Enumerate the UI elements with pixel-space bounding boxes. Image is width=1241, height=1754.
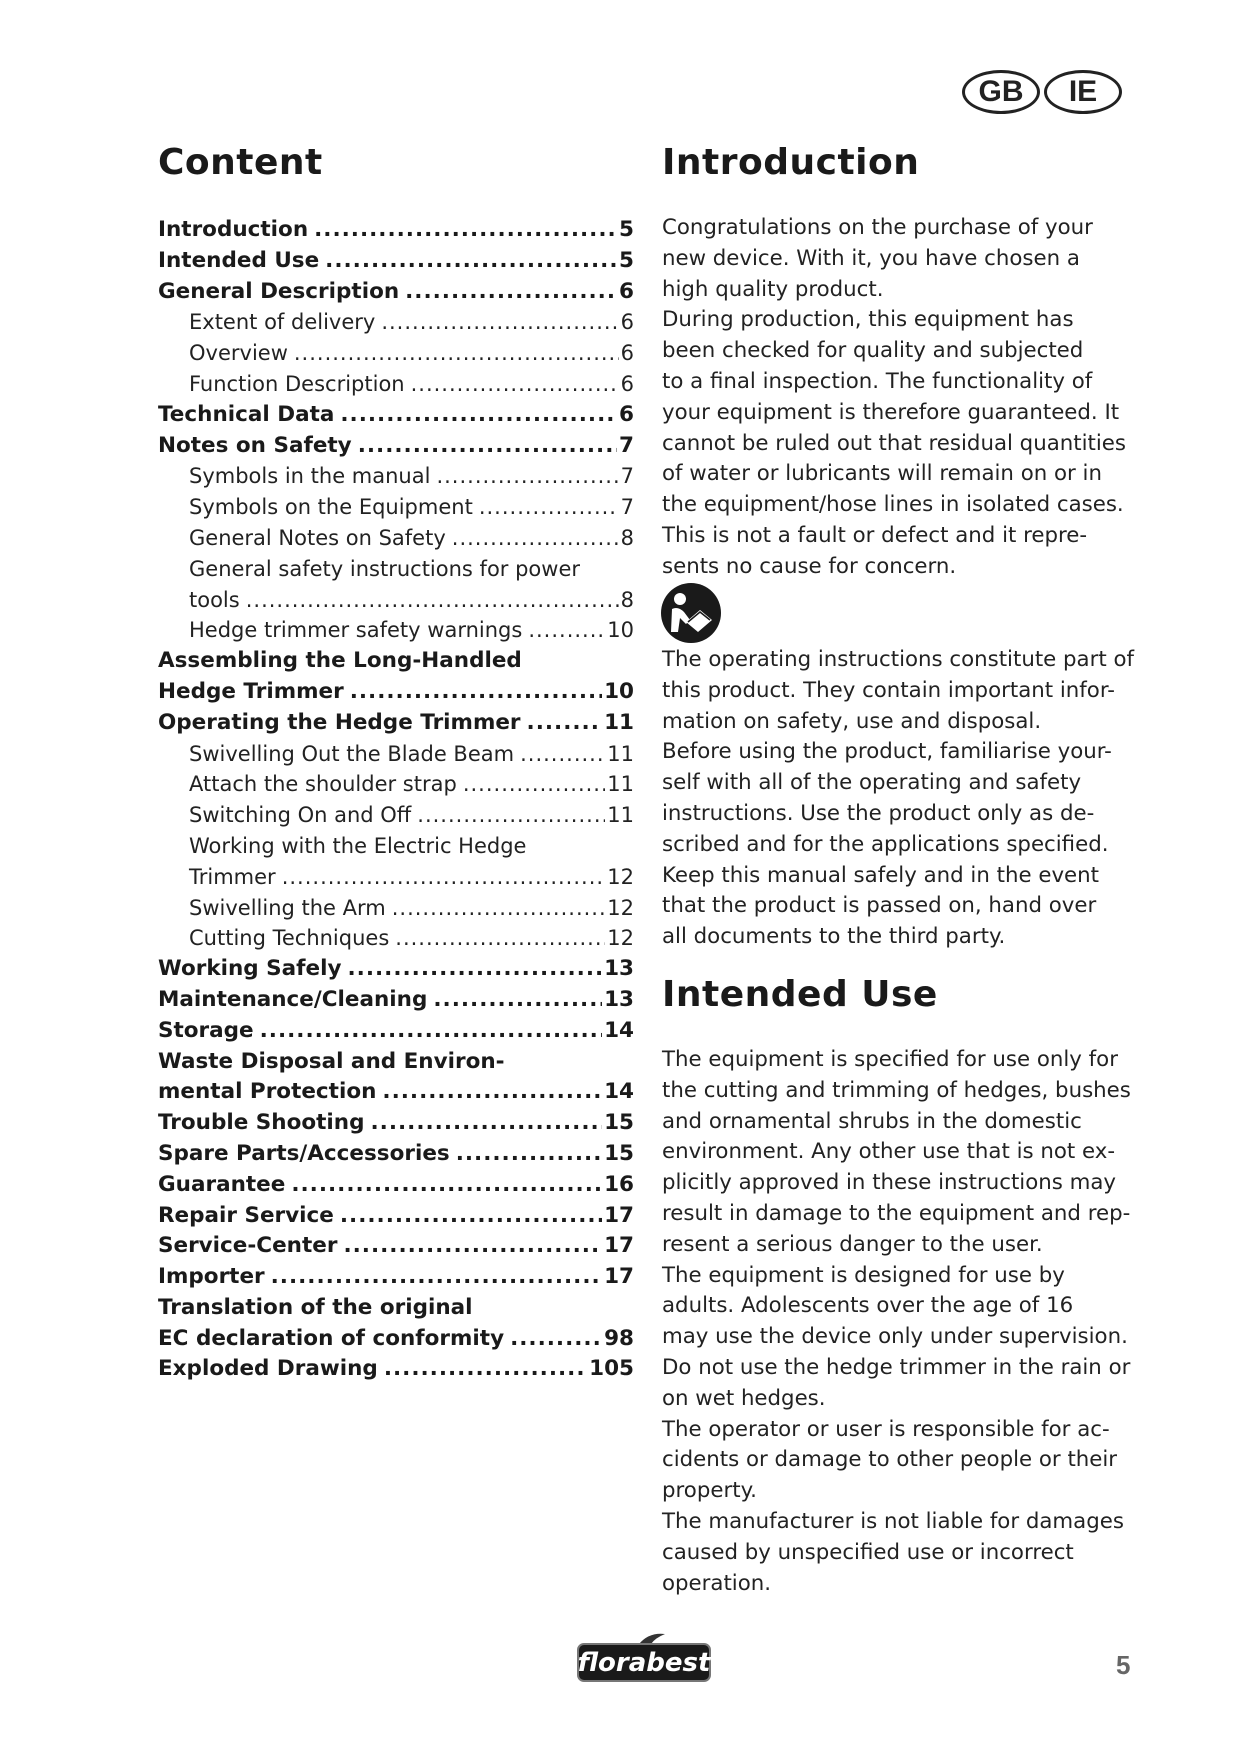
text-line: The equipment is designed for use by <box>662 1262 1065 1288</box>
toc-entry-label: General Notes on Safety <box>189 525 446 550</box>
toc-entry[interactable] <box>158 677 634 708</box>
toc-entry-page: 13 <box>604 986 634 1012</box>
toc-entry-label: Importer <box>158 1264 265 1290</box>
text-line: adults. Adolescents over the age of 16 <box>662 1293 1074 1319</box>
text-line: new device. With it, you have chosen a <box>662 245 1080 271</box>
text-line: this product. They contain important infor- <box>662 677 1115 703</box>
toc-entry-page: 8 <box>620 587 634 612</box>
dot-leader <box>291 1170 602 1201</box>
dot-leader <box>511 1047 632 1078</box>
dot-leader <box>520 739 605 770</box>
dot-leader <box>260 1016 602 1047</box>
toc-entry[interactable] <box>158 1016 634 1047</box>
text-line: resent a serious danger to the user. <box>662 1231 1043 1257</box>
toc-entry-label: Guarantee <box>158 1171 286 1197</box>
toc-entry-label: Swivelling Out the Blade Beam <box>189 741 515 766</box>
toc-entry-label: Assembling the Long-Handled <box>158 648 522 674</box>
toc-entry-label: Exploded Drawing <box>158 1356 378 1382</box>
text-line: Congratulations on the purchase of your <box>662 215 1093 240</box>
toc-entry[interactable] <box>158 523 634 554</box>
toc-entry[interactable] <box>158 615 634 646</box>
dot-leader <box>340 1201 602 1232</box>
text-line: been checked for quality and subjected <box>662 338 1084 364</box>
toc-entry-page: 7 <box>620 464 634 489</box>
dot-leader <box>381 307 618 338</box>
toc-entry-label: Maintenance/Cleaning <box>158 986 428 1012</box>
toc-entry[interactable] <box>158 1139 634 1170</box>
toc-entry-page: 7 <box>619 432 634 458</box>
dot-leader <box>294 338 619 369</box>
toc-entry-page: 7 <box>620 495 634 520</box>
toc-entry-label: Translation of the original <box>158 1294 473 1320</box>
text-line: The operating instructions constitute part of <box>662 647 1135 672</box>
toc-entry-label: Cutting Techniques <box>189 926 390 951</box>
toc-entry-page <box>632 1047 634 1078</box>
text-line: During production, this equipment has <box>662 307 1074 333</box>
toc-entry[interactable] <box>158 246 634 277</box>
toc-entry-page: 6 <box>620 371 634 396</box>
dot-leader <box>382 1077 602 1108</box>
dot-leader <box>325 246 617 277</box>
toc-entry[interactable] <box>158 215 634 246</box>
toc-entry-label: Switching On and Off <box>189 803 412 828</box>
toc-entry-page: 10 <box>607 618 634 643</box>
toc-entry[interactable] <box>158 954 634 985</box>
dot-leader <box>528 646 632 677</box>
dot-leader <box>528 615 605 646</box>
text-line: property. <box>662 1478 757 1504</box>
introduction-paragraph-1 <box>662 213 1142 583</box>
toc-entry-label: Notes on Safety <box>158 432 352 458</box>
text-line: Keep this manual safely and in the event <box>662 862 1099 888</box>
text-line: This is not a fault or defect and it repre- <box>662 522 1088 548</box>
dot-leader <box>343 1231 602 1262</box>
dot-leader <box>479 1293 632 1324</box>
dot-leader <box>452 523 619 554</box>
toc-entry-label: Trouble Shooting <box>158 1110 365 1136</box>
dot-leader <box>433 985 602 1016</box>
text-line: instructions. Use the product only as de- <box>662 800 1095 826</box>
dot-leader <box>340 400 617 431</box>
toc-entry-label: Introduction <box>158 217 309 242</box>
toc-entry[interactable] <box>158 985 634 1016</box>
text-line: the equipment/hose lines in isolated cases. <box>662 492 1124 518</box>
dot-leader <box>532 831 632 862</box>
content-heading: Content <box>158 142 323 183</box>
toc-entry-label: Attach the shoulder strap <box>189 772 457 797</box>
toc-entry-label: Working with the Electric Hedge <box>189 833 527 858</box>
toc-entry-page: 5 <box>619 247 634 273</box>
dot-leader <box>371 1108 603 1139</box>
toc-entry[interactable] <box>158 369 634 400</box>
toc-entry-label: Hedge trimmer safety warnings <box>189 618 523 643</box>
toc-entry[interactable] <box>158 307 634 338</box>
toc-entry[interactable] <box>158 1170 634 1201</box>
text-line: The manufacturer is not liable for damages <box>662 1508 1124 1534</box>
toc-entry-label: Overview <box>189 341 288 366</box>
dot-leader <box>358 431 617 462</box>
toc-entry[interactable] <box>158 338 634 369</box>
toc-entry[interactable] <box>158 708 634 739</box>
toc-entry-label: Swivelling the Arm <box>189 895 386 920</box>
text-line: mation on safety, use and disposal. <box>662 708 1042 734</box>
dot-leader <box>392 893 606 924</box>
toc-entry-label: Spare Parts/Accessories <box>158 1140 450 1166</box>
text-line: and ornamental shrubs in the domestic <box>662 1108 1082 1134</box>
text-line: cannot be ruled out that residual quantities <box>662 430 1126 456</box>
toc-entry[interactable] <box>158 431 634 462</box>
toc-entry-page: 12 <box>607 864 634 889</box>
text-line: Do not use the hedge trimmer in the rain or <box>662 1354 1131 1380</box>
toc-entry[interactable] <box>158 1324 634 1355</box>
introduction-heading: Introduction <box>662 142 920 183</box>
toc-entry[interactable] <box>158 923 634 954</box>
toc-entry-label: Working Safely <box>158 956 342 982</box>
toc-entry-label: Service-Center <box>158 1233 338 1259</box>
page-number: 5 <box>1116 1650 1131 1680</box>
dot-leader <box>586 554 632 585</box>
toc-entry-label: Waste Disposal and Environ- <box>158 1048 505 1074</box>
toc-entry[interactable] <box>158 1293 634 1324</box>
toc-entry-page: 6 <box>619 278 634 304</box>
toc-entry-page: 13 <box>604 956 634 982</box>
toc-entry-page: 11 <box>607 772 634 797</box>
intended-use-paragraph <box>662 1045 1142 1599</box>
toc-entry-label: Extent of delivery <box>189 310 376 335</box>
toc-entry-page: 10 <box>604 678 634 704</box>
dot-leader <box>282 862 606 893</box>
text-line: that the product is passed on, hand over <box>662 893 1097 919</box>
dot-leader <box>417 800 605 831</box>
toc-entry-page <box>632 1293 634 1324</box>
toc-entry-label: Hedge Trimmer <box>158 678 344 704</box>
toc-entry-label: General Description <box>158 278 400 304</box>
toc-entry-page: 11 <box>607 741 634 766</box>
dot-leader <box>395 923 605 954</box>
text-line: caused by unspecified use or incorrect <box>662 1539 1074 1565</box>
toc-entry-page: 11 <box>607 803 634 828</box>
text-line: the cutting and trimming of hedges, bushes <box>662 1077 1131 1103</box>
toc-entry-label: General safety instructions for power <box>189 556 581 581</box>
florabest-logo <box>577 1632 711 1682</box>
text-line: of water or lubricants will remain on or in <box>662 461 1102 487</box>
toc-entry-page: 17 <box>604 1202 634 1228</box>
text-line: plicitly approved in these instructions may <box>662 1170 1117 1196</box>
dot-leader <box>463 769 605 800</box>
toc-entry[interactable] <box>158 1108 634 1139</box>
text-line: environment. Any other use that is not ex- <box>662 1139 1116 1165</box>
toc-entry[interactable] <box>158 1354 634 1385</box>
text-line: all documents to the third party. <box>662 924 1006 950</box>
toc-entry-page: 12 <box>607 926 634 951</box>
toc-entry-label: EC declaration of conformity <box>158 1325 505 1351</box>
toc-entry-page: 14 <box>604 1017 634 1043</box>
text-line: The equipment is specified for use only for <box>662 1047 1118 1072</box>
toc-entry-label: Operating the Hedge Trimmer <box>158 709 521 735</box>
text-line: result in damage to the equipment and rep- <box>662 1200 1131 1226</box>
toc-entry[interactable] <box>158 893 634 924</box>
toc-entry[interactable] <box>158 277 634 308</box>
toc-entry[interactable] <box>158 1047 634 1078</box>
toc-entry[interactable] <box>158 400 634 431</box>
toc-entry-label: Repair Service <box>158 1202 334 1228</box>
dot-leader <box>405 277 617 308</box>
toc-entry-label: Function Description <box>189 371 405 396</box>
badge-ie: IE <box>1044 70 1122 114</box>
toc-entry-page: 5 <box>619 217 634 242</box>
toc-entry[interactable] <box>158 1262 634 1293</box>
intended-use-heading: Intended Use <box>662 974 938 1015</box>
toc-entry-page: 6 <box>620 341 634 366</box>
text-line: operation. <box>662 1570 772 1596</box>
toc-entry-page: 17 <box>604 1233 634 1259</box>
dot-leader <box>411 369 619 400</box>
text-line: The operator or user is responsible for ac- <box>662 1416 1110 1442</box>
toc-entry[interactable] <box>158 862 634 893</box>
toc-entry-page: 98 <box>604 1325 634 1351</box>
dot-leader <box>246 585 619 616</box>
dot-leader <box>479 492 619 523</box>
toc-entry-page: 8 <box>620 525 634 550</box>
dot-leader <box>456 1139 602 1170</box>
toc-entry[interactable] <box>158 554 634 585</box>
toc-entry-label: mental Protection <box>158 1079 377 1105</box>
dot-leader <box>436 461 618 492</box>
dot-leader <box>348 954 603 985</box>
toc-entry[interactable] <box>158 646 634 677</box>
toc-entry-label: Technical Data <box>158 401 335 427</box>
text-line: self with all of the operating and safety <box>662 770 1082 796</box>
toc-entry[interactable] <box>158 831 634 862</box>
text-line: high quality product. <box>662 276 884 302</box>
dot-leader <box>384 1354 587 1385</box>
toc-entry-page: 17 <box>604 1264 634 1290</box>
toc-entry[interactable] <box>158 1231 634 1262</box>
toc-entry-page <box>632 646 634 677</box>
svg-text:florabest: florabest <box>577 1648 711 1678</box>
text-line: Before using the product, familiarise your- <box>662 739 1112 765</box>
toc-entry-page: 12 <box>607 895 634 920</box>
toc-entry[interactable] <box>158 492 634 523</box>
introduction-paragraph-2 <box>662 645 1142 953</box>
toc-entry-page: 16 <box>604 1171 634 1197</box>
toc-entry-label: Symbols in the manual <box>189 464 431 489</box>
text-line: on wet hedges. <box>662 1385 826 1411</box>
toc-entry-label: Trimmer <box>189 864 276 889</box>
text-line: scribed and for the applications specified. <box>662 831 1109 857</box>
toc-entry-label: Intended Use <box>158 247 320 273</box>
toc-entry[interactable] <box>158 739 634 770</box>
dot-leader <box>350 677 602 708</box>
toc-entry-page: 14 <box>604 1079 634 1105</box>
text-line: may use the device only under supervision. <box>662 1324 1128 1350</box>
dot-leader <box>314 215 617 246</box>
toc-entry-page: 6 <box>620 310 634 335</box>
toc-entry[interactable] <box>158 1077 634 1108</box>
toc-entry-page: 15 <box>604 1110 634 1136</box>
read-manual-icon <box>660 582 722 644</box>
toc-entry-page <box>632 831 634 862</box>
text-line: cidents or damage to other people or their <box>662 1447 1118 1473</box>
dot-leader <box>271 1262 602 1293</box>
toc-entry-page: 11 <box>604 709 634 735</box>
toc-entry-label: Symbols on the Equipment <box>189 495 473 520</box>
text-line: to a final inspection. The functionality of <box>662 368 1093 394</box>
toc-entry[interactable] <box>158 585 634 616</box>
toc-entry-label: Storage <box>158 1017 254 1043</box>
toc-entry[interactable] <box>158 769 634 800</box>
toc-entry[interactable] <box>158 461 634 492</box>
text-line: your equipment is therefore guaranteed. It <box>662 399 1120 425</box>
toc-entry-page: 105 <box>589 1356 634 1382</box>
dot-leader <box>527 708 603 739</box>
toc-entry-page: 15 <box>604 1140 634 1166</box>
toc-entry[interactable] <box>158 800 634 831</box>
toc-entry-label: tools <box>189 587 240 612</box>
table-of-contents <box>158 215 634 1385</box>
text-line: sents no cause for concern. <box>662 553 957 579</box>
toc-entry-page <box>632 554 634 585</box>
toc-entry-page: 6 <box>619 401 634 427</box>
badge-gb: GB <box>962 70 1040 114</box>
toc-entry[interactable] <box>158 1201 634 1232</box>
country-badges <box>962 70 1122 114</box>
dot-leader <box>510 1324 602 1355</box>
